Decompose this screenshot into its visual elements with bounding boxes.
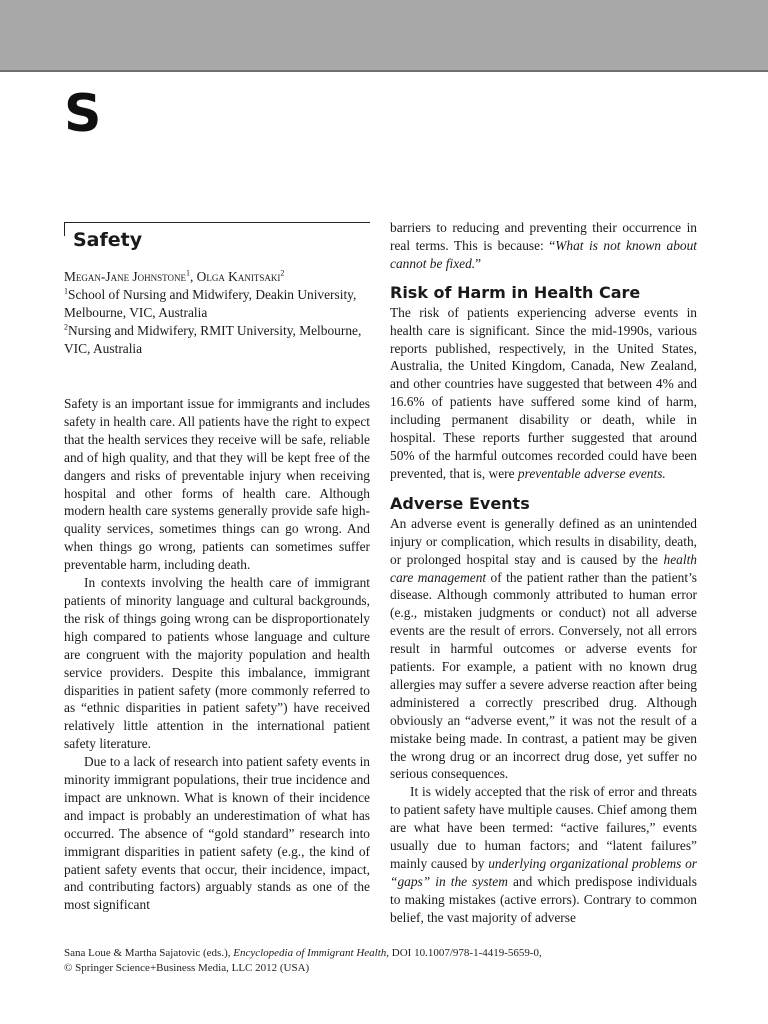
title-rule: [64, 222, 370, 223]
heading-adverse-events: Adverse Events: [390, 493, 530, 513]
affiliation-1: $^1$School of Nursing and Midwifery, Deakin University, Melbourne, VIC, Australia: [64, 286, 357, 320]
paragraph-immigrant-contexts: In contexts involving the health care of immigrant patients of minority language and cultural backgrounds, the risk of things going wrong can be disproportionately high compared to patients whose language and culture are congruent with the majority population and health service providers. Despite this imbalance, immigrant disparities in patient safety (more commonly referred to as “ethnic disparities in patient safety”) have received relatively little attention in the international patient safety literature.: [64, 575, 370, 752]
paragraph-intro: Safety is an important issue for immigrants and includes safety in health care. All patients have the right to expect that the health services they receive will be safe, reliable and of high quality, and that they will be kept free of the dangers and risks of preventable injury when receiving hospital and other forms of health care. Although modern health care systems generally provide safe high-quality services, sometimes things can go wrong. And when things go wrong, patients can sometimes suffer preventable harm, including death.: [64, 396, 370, 573]
section-letter: S: [64, 84, 102, 144]
paragraph-risk-of-harm: The risk of patients experiencing adverse events in health care is significant. Since the mid-1990s, various reports published, respectively, in the United States, Australia, the United Kingdom, Canada, New Zealand, and other countries have suggested that between 4% and 16.6% of patients have suffered some kind of harm, including permanent disability or death, while in hospital. These reports further suggested that around 50% of the harmful outcomes recorded could have been prevented, that is, were preventable adverse events.: [390, 304, 697, 481]
author-block: [64, 268, 370, 358]
entry-title: Safety: [73, 229, 143, 251]
heading-risk-of-harm: Risk of Harm in Health Care: [390, 282, 641, 302]
author-names: Megan-Jane Johnstone$^1$, Olga Kanitsaki$^2$: [64, 268, 285, 284]
paragraph-research-lack: Due to a lack of research into patient safety events in minority immigrant populations, their true incidence and impact are unknown. What is known of their incidence and impact is probably an underestimation of what has occurred. The absence of “gold standard” research into immigrant disparities in patient safety (e.g., the kind of patient safety events that occur, their incidence, impact, and contributing factors) arguably stands as one of the most significant: [64, 754, 370, 913]
copyright-line: © Springer Science+Business Media, LLC 2012 (USA): [64, 962, 310, 974]
title-rule-tick: [64, 222, 65, 236]
paragraph-adverse-definition: An adverse event is generally defined as an unintended injury or complication, which results in disability, death, or prolonged hospital stay and is caused by the health care management of the patient rather than the patient’s disease. Although commonly attributed to human error (e.g., mistaken judgments or conduct) not all adverse events are the result of errors. Conversely, not all errors result in harmful outcomes or adverse events for patients. For example, a patient with no known drug allergies may suffer a severe adverse reaction after being administered a correctly prescribed drug. Although obviously an “adverse event,” it was not the result of a mistake being made. In contrast, a patient may be given the wrong drug or an incorrect drug dose, yet suffer no serious consequences.: [390, 515, 697, 782]
page-header-bar: [0, 0, 768, 72]
right-column-body: [390, 219, 697, 927]
author-2: Olga Kanitsaki: [196, 269, 281, 284]
left-column-body: [64, 395, 370, 914]
affiliation-2: $^2$Nursing and Midwifery, RMIT University, Melbourne, VIC, Australia: [64, 322, 362, 356]
paragraph-continuation: barriers to reducing and preventing their occurrence in real terms. This is because: “What is not known about cannot be fixed.”: [390, 220, 697, 271]
citation-line: Sana Loue & Martha Sajatovic (eds.), Encyclopedia of Immigrant Health, DOI 10.1007/978-1-4419-5659-0,: [64, 947, 542, 959]
paragraph-multiple-causes: It is widely accepted that the risk of error and threats to patient safety have multiple causes. Chief among them are what have been termed: “active failures,” events usually due to human factors; and “latent failures” mainly caused by underlying organizational problems or “gaps” in the system and which predispose individuals to making mistakes (active errors). Contrary to common belief, the vast majority of adverse: [390, 784, 697, 925]
citation-footer: [64, 946, 704, 976]
author-1: Megan-Jane Johnstone: [64, 269, 186, 284]
